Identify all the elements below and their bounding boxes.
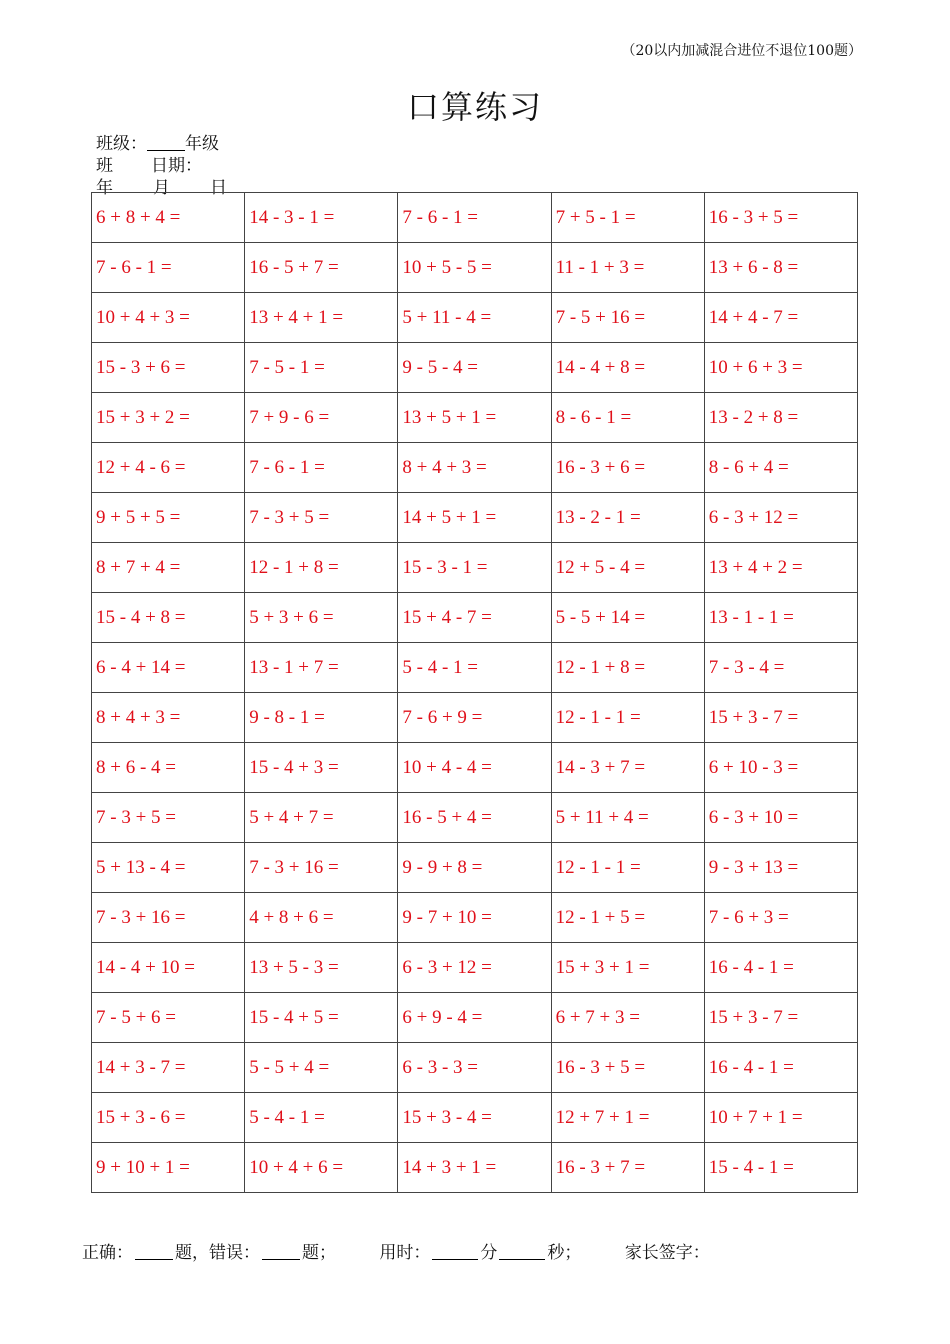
- problem-cell[interactable]: 6 - 4 + 14 =: [92, 643, 245, 693]
- parent-sign-label: 家长签字：: [624, 1243, 710, 1263]
- problem-cell[interactable]: 12 - 1 + 8 =: [551, 643, 704, 693]
- problem-cell[interactable]: 7 - 5 + 16 =: [551, 293, 704, 343]
- worksheet-title: 口算练习: [406, 88, 543, 126]
- problem-cell[interactable]: 7 - 6 - 1 =: [398, 193, 551, 243]
- minute-blank[interactable]: [432, 1243, 478, 1260]
- problem-cell[interactable]: 13 - 2 - 1 =: [551, 493, 704, 543]
- problem-row: [92, 943, 858, 993]
- problem-cell[interactable]: 15 - 4 + 3 =: [245, 743, 398, 793]
- problem-cell[interactable]: 12 + 7 + 1 =: [551, 1093, 704, 1143]
- worksheet-subtitle: （20以内加减混合进位不退位100题）: [621, 43, 862, 59]
- problem-cell[interactable]: 15 - 4 - 1 =: [704, 1143, 857, 1193]
- problem-cell[interactable]: 15 + 3 - 7 =: [704, 693, 857, 743]
- problem-cell[interactable]: 16 - 3 + 6 =: [551, 443, 704, 493]
- problem-row: [92, 393, 858, 443]
- problem-cell[interactable]: 12 + 5 - 4 =: [551, 543, 704, 593]
- problem-cell[interactable]: 7 - 6 - 1 =: [245, 443, 398, 493]
- correct-blank[interactable]: [135, 1243, 173, 1260]
- problem-cell[interactable]: 8 - 6 - 1 =: [551, 393, 704, 443]
- problem-cell[interactable]: 16 - 3 + 5 =: [704, 193, 857, 243]
- problem-cell[interactable]: 6 - 3 + 12 =: [704, 493, 857, 543]
- problem-cell[interactable]: 7 - 6 + 3 =: [704, 893, 857, 943]
- wrong-blank[interactable]: [262, 1243, 300, 1260]
- grade-blank[interactable]: [147, 134, 185, 151]
- problem-cell[interactable]: 5 + 11 - 4 =: [398, 293, 551, 343]
- problem-cell[interactable]: 6 - 3 + 10 =: [704, 793, 857, 843]
- problem-cell[interactable]: 13 + 6 - 8 =: [704, 243, 857, 293]
- minute-label: 分: [480, 1243, 498, 1263]
- problem-cell[interactable]: 7 - 5 - 1 =: [245, 343, 398, 393]
- problem-cell[interactable]: 10 + 6 + 3 =: [704, 343, 857, 393]
- problem-cell[interactable]: 6 - 3 + 12 =: [398, 943, 551, 993]
- problem-cell[interactable]: 12 - 1 + 8 =: [245, 543, 398, 593]
- problem-cell[interactable]: 15 - 3 + 6 =: [92, 343, 245, 393]
- month-label: 月: [153, 178, 170, 198]
- problem-row: [92, 293, 858, 343]
- problem-row: [92, 493, 858, 543]
- second-blank[interactable]: [499, 1243, 545, 1260]
- problem-cell[interactable]: 5 - 4 - 1 =: [245, 1093, 398, 1143]
- problem-cell[interactable]: 6 + 8 + 4 =: [92, 193, 245, 243]
- problem-cell[interactable]: 15 - 3 - 1 =: [398, 543, 551, 593]
- problem-cell[interactable]: 8 + 6 - 4 =: [92, 743, 245, 793]
- problem-cell[interactable]: 9 - 9 + 8 =: [398, 843, 551, 893]
- problem-cell[interactable]: 10 + 5 - 5 =: [398, 243, 551, 293]
- problem-cell[interactable]: 7 - 3 + 5 =: [92, 793, 245, 843]
- problem-cell[interactable]: 7 - 3 + 5 =: [245, 493, 398, 543]
- problem-cell[interactable]: 15 + 4 - 7 =: [398, 593, 551, 643]
- problem-row: [92, 193, 858, 243]
- problem-cell[interactable]: 10 + 4 + 3 =: [92, 293, 245, 343]
- problem-row: [92, 1093, 858, 1143]
- problem-cell[interactable]: 5 + 13 - 4 =: [92, 843, 245, 893]
- problem-cell[interactable]: 7 - 6 - 1 =: [92, 243, 245, 293]
- problem-row: [92, 1143, 858, 1193]
- problem-cell[interactable]: 15 + 3 + 1 =: [551, 943, 704, 993]
- class-line: [96, 133, 246, 155]
- problem-cell[interactable]: 15 - 4 + 8 =: [92, 593, 245, 643]
- problem-cell[interactable]: 14 - 3 - 1 =: [245, 193, 398, 243]
- day-label: 日: [210, 178, 227, 198]
- grade-suffix: 年级: [185, 134, 219, 154]
- problem-cell[interactable]: 16 - 3 + 7 =: [551, 1143, 704, 1193]
- problem-cell[interactable]: 9 + 5 + 5 =: [92, 493, 245, 543]
- wrong-unit: 题；: [302, 1243, 336, 1263]
- problem-cell[interactable]: 12 - 1 - 1 =: [551, 843, 704, 893]
- problem-cell[interactable]: 7 + 9 - 6 =: [245, 393, 398, 443]
- problem-cell[interactable]: 9 - 5 - 4 =: [398, 343, 551, 393]
- problem-cell[interactable]: 9 - 7 + 10 =: [398, 893, 551, 943]
- problem-cell[interactable]: 15 + 3 - 6 =: [92, 1093, 245, 1143]
- problem-cell[interactable]: 5 + 4 + 7 =: [245, 793, 398, 843]
- problem-cell[interactable]: 14 - 3 + 7 =: [551, 743, 704, 793]
- problem-cell[interactable]: 7 + 5 - 1 =: [551, 193, 704, 243]
- problem-cell[interactable]: 12 - 1 + 5 =: [551, 893, 704, 943]
- problem-cell[interactable]: 14 + 4 - 7 =: [704, 293, 857, 343]
- problem-cell[interactable]: 15 - 4 + 5 =: [245, 993, 398, 1043]
- student-info: [96, 133, 246, 199]
- problem-row: [92, 443, 858, 493]
- problem-cell[interactable]: 13 - 2 + 8 =: [704, 393, 857, 443]
- problem-cell[interactable]: 16 - 5 + 7 =: [245, 243, 398, 293]
- problem-cell[interactable]: 5 - 4 - 1 =: [398, 643, 551, 693]
- problem-cell[interactable]: 4 + 8 + 6 =: [245, 893, 398, 943]
- problem-cell[interactable]: 14 + 3 - 7 =: [92, 1043, 245, 1093]
- problem-row: [92, 343, 858, 393]
- problem-cell[interactable]: 14 - 4 + 8 =: [551, 343, 704, 393]
- problem-cell[interactable]: 16 - 4 - 1 =: [704, 1043, 857, 1093]
- year-label: 年: [96, 178, 113, 198]
- problem-cell[interactable]: 8 + 4 + 3 =: [92, 693, 245, 743]
- problem-cell[interactable]: 9 + 10 + 1 =: [92, 1143, 245, 1193]
- date-line: [96, 155, 246, 177]
- problem-row: [92, 693, 858, 743]
- problem-cell[interactable]: 12 + 4 - 6 =: [92, 443, 245, 493]
- problem-cell[interactable]: 6 + 10 - 3 =: [704, 743, 857, 793]
- class-label: 班级：: [96, 134, 147, 154]
- problem-cell[interactable]: 13 - 1 - 1 =: [704, 593, 857, 643]
- problem-row: [92, 793, 858, 843]
- problem-cell[interactable]: 13 - 1 + 7 =: [245, 643, 398, 693]
- problem-cell[interactable]: 15 + 3 - 4 =: [398, 1093, 551, 1143]
- problem-cell[interactable]: 5 - 5 + 4 =: [245, 1043, 398, 1093]
- problem-row: [92, 243, 858, 293]
- problem-cell[interactable]: 8 + 7 + 4 =: [92, 543, 245, 593]
- problem-cell[interactable]: 9 - 3 + 13 =: [704, 843, 857, 893]
- problem-row: [92, 993, 858, 1043]
- problem-cell[interactable]: 7 - 3 - 4 =: [704, 643, 857, 693]
- time-label: 用时：: [379, 1243, 431, 1263]
- problem-cell[interactable]: 10 + 7 + 1 =: [704, 1093, 857, 1143]
- problem-cell[interactable]: 15 + 3 - 7 =: [704, 993, 857, 1043]
- problem-cell[interactable]: 7 - 3 + 16 =: [92, 893, 245, 943]
- problem-cell[interactable]: 12 - 1 - 1 =: [551, 693, 704, 743]
- problem-cell[interactable]: 5 - 5 + 14 =: [551, 593, 704, 643]
- problem-cell[interactable]: 5 + 3 + 6 =: [245, 593, 398, 643]
- problem-cell[interactable]: 7 - 6 + 9 =: [398, 693, 551, 743]
- problem-cell[interactable]: 10 + 4 - 4 =: [398, 743, 551, 793]
- problem-row: [92, 643, 858, 693]
- problem-cell[interactable]: 16 - 3 + 5 =: [551, 1043, 704, 1093]
- problem-row: [92, 893, 858, 943]
- problem-cell[interactable]: 8 - 6 + 4 =: [704, 443, 857, 493]
- problem-cell[interactable]: 13 + 5 + 1 =: [398, 393, 551, 443]
- problem-cell[interactable]: 6 + 9 - 4 =: [398, 993, 551, 1043]
- problem-cell[interactable]: 14 + 5 + 1 =: [398, 493, 551, 543]
- problem-cell[interactable]: 13 + 4 + 2 =: [704, 543, 857, 593]
- correct-unit: 题，错误：: [175, 1243, 260, 1263]
- class-suffix: 班: [96, 156, 113, 176]
- score-footer: [82, 1238, 712, 1263]
- problem-row: [92, 743, 858, 793]
- problem-cell[interactable]: 8 + 4 + 3 =: [398, 443, 551, 493]
- problem-cell[interactable]: 16 - 5 + 4 =: [398, 793, 551, 843]
- problem-grid: [91, 192, 858, 1193]
- problem-row: [92, 543, 858, 593]
- problem-cell[interactable]: 10 + 4 + 6 =: [245, 1143, 398, 1193]
- problem-cell[interactable]: 13 + 4 + 1 =: [245, 293, 398, 343]
- problem-row: [92, 843, 858, 893]
- date-label: 日期：: [151, 156, 202, 176]
- problem-cell[interactable]: 9 - 8 - 1 =: [245, 693, 398, 743]
- problem-row: [92, 593, 858, 643]
- problem-cell[interactable]: 14 - 4 + 10 =: [92, 943, 245, 993]
- problem-cell[interactable]: 5 + 11 + 4 =: [551, 793, 704, 843]
- correct-label: 正确：: [82, 1243, 133, 1263]
- problem-cell[interactable]: 13 + 5 - 3 =: [245, 943, 398, 993]
- problem-cell[interactable]: 14 + 3 + 1 =: [398, 1143, 551, 1193]
- second-label: 秒；: [547, 1243, 582, 1263]
- problem-cell[interactable]: 16 - 4 - 1 =: [704, 943, 857, 993]
- problem-cell[interactable]: 6 + 7 + 3 =: [551, 993, 704, 1043]
- problem-row: [92, 1043, 858, 1093]
- problem-cell[interactable]: 11 - 1 + 3 =: [551, 243, 704, 293]
- problem-cell[interactable]: 6 - 3 - 3 =: [398, 1043, 551, 1093]
- problem-cell[interactable]: 15 + 3 + 2 =: [92, 393, 245, 443]
- problem-cell[interactable]: 7 - 5 + 6 =: [92, 993, 245, 1043]
- problem-cell[interactable]: 7 - 3 + 16 =: [245, 843, 398, 893]
